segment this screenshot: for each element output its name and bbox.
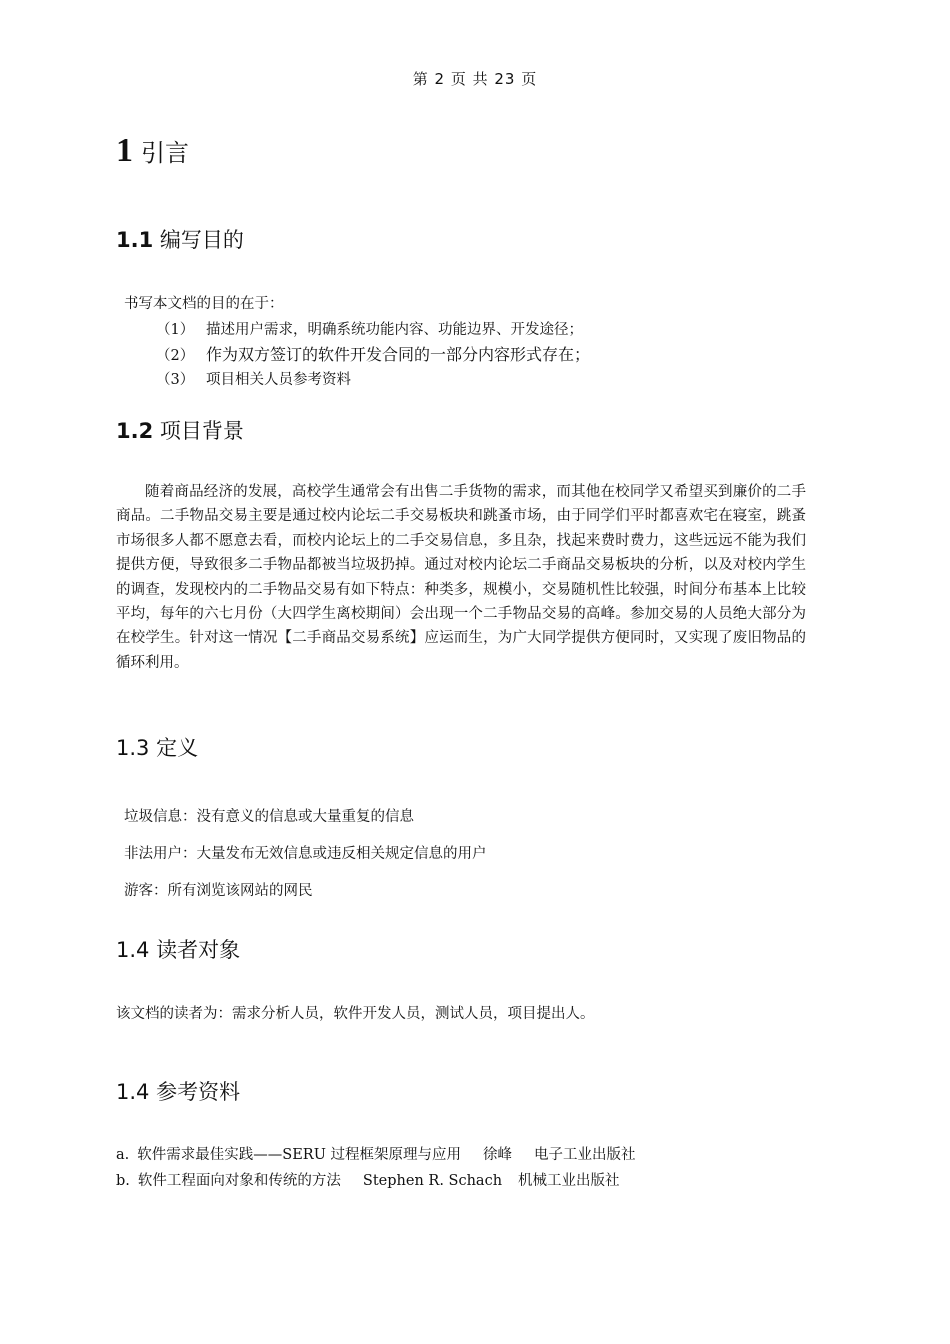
purpose-item-index: （2） (156, 348, 195, 364)
reference-title: 软件需求最佳实践——SERU 过程框架原理与应用 (137, 1147, 462, 1163)
reference-label: a. (116, 1147, 130, 1163)
section-title: 参考资料 (156, 1080, 241, 1104)
chapter-title-text: 引言 (141, 139, 189, 167)
purpose-item (156, 368, 351, 389)
purpose-item-index: （1） (156, 322, 195, 338)
section-heading-readers (116, 934, 240, 964)
purpose-intro: 书写本文档的目的在于： (124, 296, 284, 312)
purpose-item (156, 342, 590, 365)
purpose-item-index: （3） (156, 372, 195, 388)
reference-publisher: 电子工业出版社 (534, 1147, 636, 1163)
section-heading-background (116, 415, 244, 445)
reference-author: 徐峰 (483, 1147, 513, 1163)
purpose-item-text: 描述用户需求，明确系统功能内容、功能边界、开发途径； (206, 322, 583, 338)
section-title: 读者对象 (156, 938, 241, 962)
reference-item (116, 1143, 658, 1164)
section-number: 1.2 (116, 419, 154, 443)
reference-title: 软件工程面向对象和传统的方法 (137, 1173, 341, 1189)
section-number: 1.4 (116, 938, 150, 962)
section-heading-references (116, 1076, 240, 1106)
definition-item: 垃圾信息：没有意义的信息或大量重复的信息 (124, 809, 414, 825)
definition-item: 非法用户：大量发布无效信息或违反相关规定信息的用户 (124, 846, 487, 862)
section-title: 编写目的 (159, 228, 244, 252)
section-heading-purpose (116, 224, 244, 254)
purpose-item-text: 作为双方签订的软件开发合同的一部分内容形式存在； (206, 345, 591, 364)
reference-author: Stephen R. Schach (362, 1173, 503, 1189)
reference-item (116, 1169, 642, 1190)
purpose-item-text: 项目相关人员参考资料 (206, 372, 351, 388)
background-paragraph: 随着商品经济的发展，高校学生通常会有出售二手货物的需求，而其他在校同学又希望买到廉价的二手商品。二手物品交易主要是通过校内论坛二手交易板块和跳蚤市场，由于同学们平时都喜欢宅在寝室，跳蚤市场很多人都不愿意去看，而校内论坛上的二手交易信息，多且杂，找起来费时费力，这些远远不能为我们提供方便，导致很多二手物品都被当垃圾扔掉。通过对校内论坛二手商品交易板块的分析，以及对校内学生的调查，发现校内的二手物品交易有如下特点：种类多，规模小，交易随机性比较强，时间分布基本上比较平均，每年的六七月份（大四学生离校期间）会出现一个二手物品交易的高峰。参加交易的人员绝大部分为在校学生。针对这一情况【二手商品交易系统】应运而生，为广大同学提供方便同时，又实现了废旧物品的循环利用。 (116, 484, 806, 671)
page-number-header: 第 2 页 共 23 页 (412, 70, 538, 88)
definition-item: 游客：所有浏览该网站的网民 (124, 883, 313, 899)
purpose-item (156, 318, 583, 339)
reference-label: b. (116, 1173, 130, 1189)
readers-text: 该文档的读者为：需求分析人员，软件开发人员，测试人员，项目提出人。 (116, 1006, 595, 1022)
chapter-title (116, 132, 189, 170)
reference-publisher: 机械工业出版社 (518, 1173, 620, 1189)
section-title: 定义 (156, 736, 199, 760)
section-heading-definitions (116, 732, 198, 762)
section-number: 1.1 (116, 228, 154, 252)
section-number: 1.3 (116, 736, 150, 760)
section-title: 项目背景 (159, 419, 244, 443)
chapter-number: 1 (116, 132, 133, 169)
section-number: 1.4 (116, 1080, 150, 1104)
